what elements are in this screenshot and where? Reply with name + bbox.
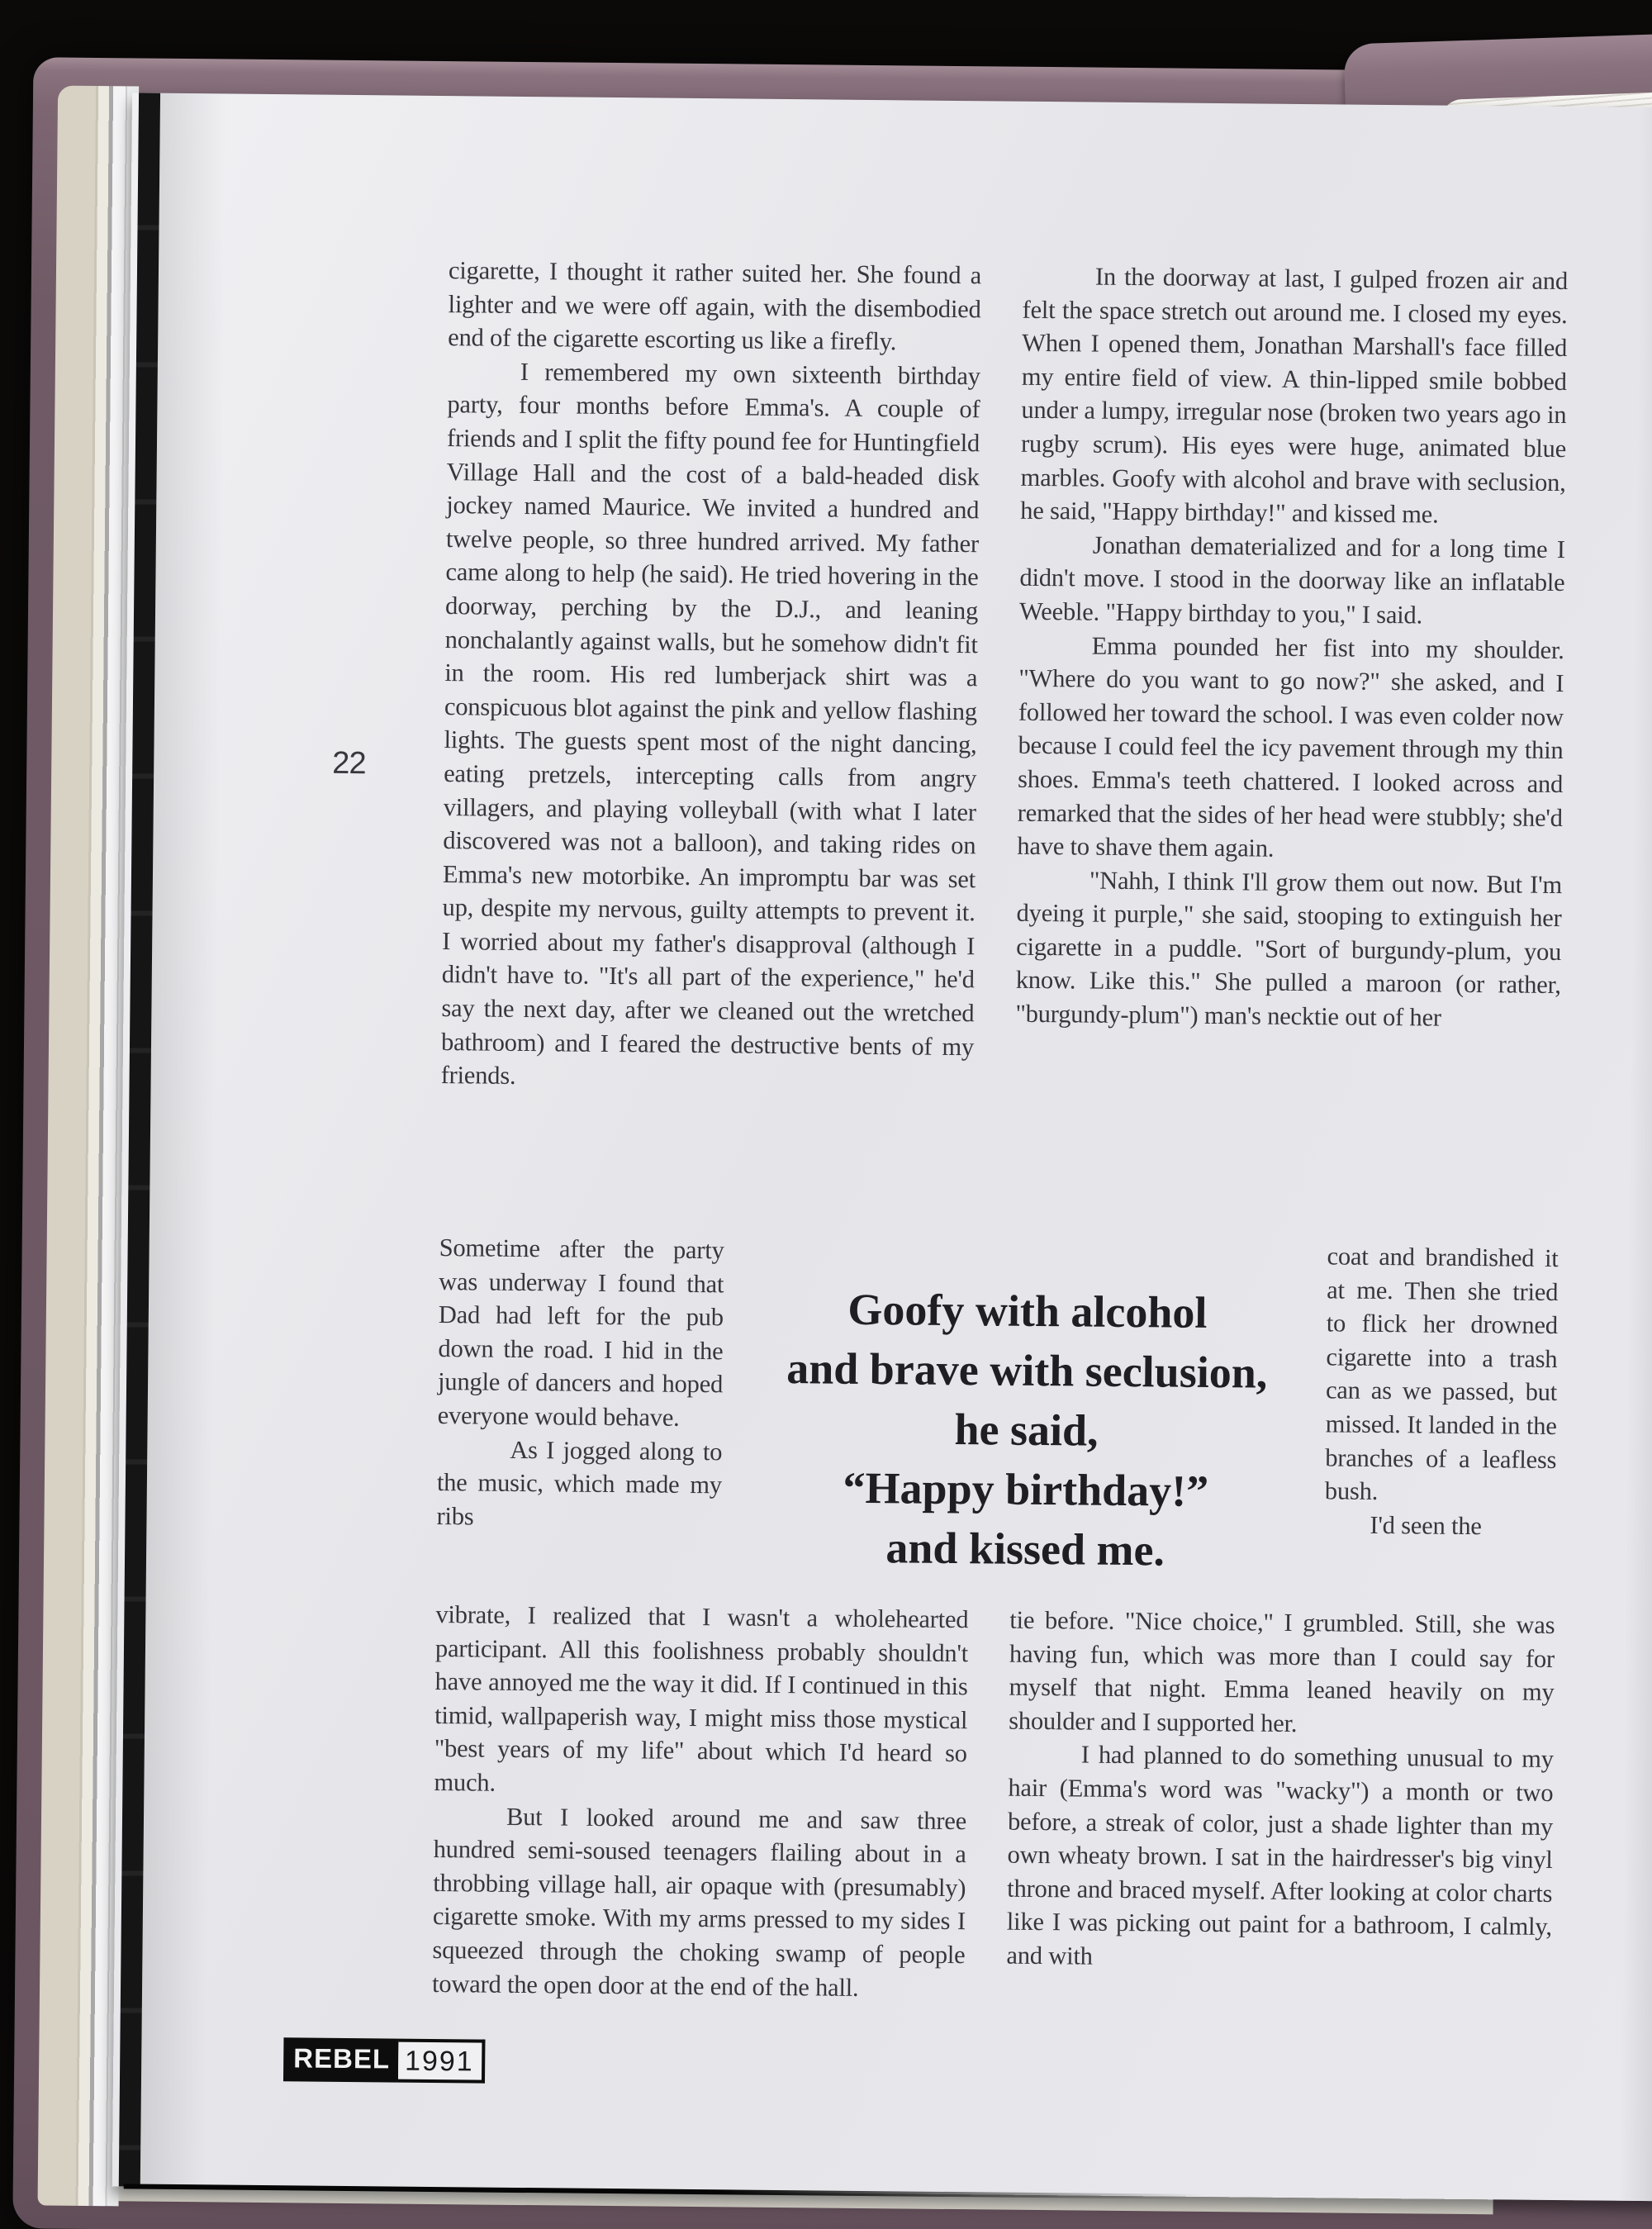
body-paragraph: "Nahh, I think I'll grow them out now. But I'm dyeing it purple," she said, stooping to extinguish her cigarette in a puddle. "Sort of burgundy-plum, you know. Like this." She pulled a maroon (or rather, "burgundy-plum") man's necktie out of her xyxy=(1015,866,1563,1032)
body-paragraph: I'd seen the xyxy=(1370,1510,1482,1540)
pull-quote-line: and brave with seclusion, xyxy=(786,1343,1268,1398)
left-column-bottom xyxy=(432,1598,969,2005)
right-column-top xyxy=(1015,259,1568,1036)
pull-quote-line: and kissed me. xyxy=(885,1523,1165,1576)
body-paragraph: Emma pounded her fist into my shoulder. "Where do you want to go now?" she asked, and I followed her toward the school. I was even colder now because I could feel the icy pavement through my thin shoes. Emma's teeth chattered. I looked across and remarked that the sides of her head were stubbly; she'd have to shave them again. xyxy=(1017,631,1564,863)
right-column-narrow xyxy=(1324,1239,1558,1543)
body-paragraph: vibrate, I realized that I wasn't a wholehearted participant. All this foolishness probably shouldn't have annoyed me the way it did. If I continued in this timid, wallpaperish way, I might miss those mystical "best years of my life" about which I'd heard so much. xyxy=(434,1599,969,1797)
footer-year-label: 1991 xyxy=(398,2039,486,2084)
body-paragraph: But I looked around me and saw three hundred semi-soused teenagers flailing about in a throbbing village hall, air opaque with (presumably) cigarette smoke. With my arms pressed to my sides I squeezed through the choking swamp of people toward the open door at the end of the hall. xyxy=(431,1802,967,2002)
yearbook-page xyxy=(112,93,1652,2201)
footer-badge xyxy=(283,2037,486,2083)
body-paragraph: Jonathan dematerialized and for a long time I didn't move. I stood in the doorway like an inflatable Weeble. "Happy birthday to you," I said. xyxy=(1018,530,1566,630)
body-paragraph: cigarette, I thought it rather suited her. She found a lighter and we were off again, with the disembodied end of the cigarette escorting us like a firefly. xyxy=(448,256,982,356)
left-column-top xyxy=(440,254,981,1097)
body-paragraph: Sometime after the party was underway I found that Dad had left for the pub down the road. I hid in the jungle of dancers and hoped everyone would behave. xyxy=(437,1233,724,1432)
footer-series-label: REBEL xyxy=(283,2037,398,2082)
body-paragraph: I remembered my own sixteenth birthday party, four months before Emma's. A couple of friends and I split the fifty pound fee for Huntingfield Village Hall and the cost of a bald-headed disk jockey named Maurice. We invited a hundred and twelve people, so three hundred arrived. My father came along to help (he said). He tried hovering in the doorway, perching by the D.J., and leaning nonchalantly against walls, but he somehow didn't fit in the room. His red lumberjack shirt was a conspicuous blot against the pink and yellow flashing lights. The guests spent most of the night dancing, eating pretzels, intercepting calls from angry villagers, and playing volleyball (with what I later discovered was not a balloon), and taking rides on Emma's new motorbike. An impromptu bar was set up, despite my nervous, guilty attempts to prevent it. I worried about my father's disapproval (although I didn't have to. "It's all part of the experience," he'd say the next day, after we cleaned out the wretched bathroom) and I feared the destructive bents of my friends. xyxy=(440,357,980,1091)
body-paragraph: In the doorway at last, I gulped frozen air and felt the space stretch out around me. I closed my eyes. When I opened them, Jonathan Marshall's face filled my entire field of view. A thin-lipped smile bobbed under a lumpy, irregular nose (broken two years ago in rugby scrum). His eyes were huge, animated blue marbles. Goofy with alcohol and brave with seclusion, he said, "Happy birthday!" and kissed me. xyxy=(1020,262,1569,529)
body-paragraph: coat and brandished it at me. Then she tried to flick her drowned cigarette into a trash can as we passed, but missed. It landed in the branches of a leafless bush. xyxy=(1324,1242,1559,1506)
right-column-bottom xyxy=(1006,1604,1555,1978)
body-paragraph: tie before. "Nice choice," I grumbled. Still, she was having fun, which was more than I could say for myself that night. Emma leaned heavily on my shoulder and I supported her. xyxy=(1009,1605,1555,1737)
left-column-narrow xyxy=(436,1231,724,1536)
page-number: 22 xyxy=(332,745,366,782)
pull-quote xyxy=(728,1278,1325,1581)
pull-quote-line: Goofy with alcohol xyxy=(847,1284,1208,1338)
body-paragraph: I had planned to do something unusual to my hair (Emma's word was "wacky") a month or two before, a streak of color, just a shade lighter than my own wheaty brown. I sat in the hairdresser's big vinyl throne and braced myself. After looking at color charts like I was picking out paint for a bathroom, I calmly, and with xyxy=(1006,1740,1554,1970)
pull-quote-line: “Happy birthday!” xyxy=(843,1462,1209,1516)
pull-quote-line: he said, xyxy=(954,1404,1099,1456)
body-paragraph: As I jogged along to the music, which made my ribs xyxy=(436,1435,723,1531)
